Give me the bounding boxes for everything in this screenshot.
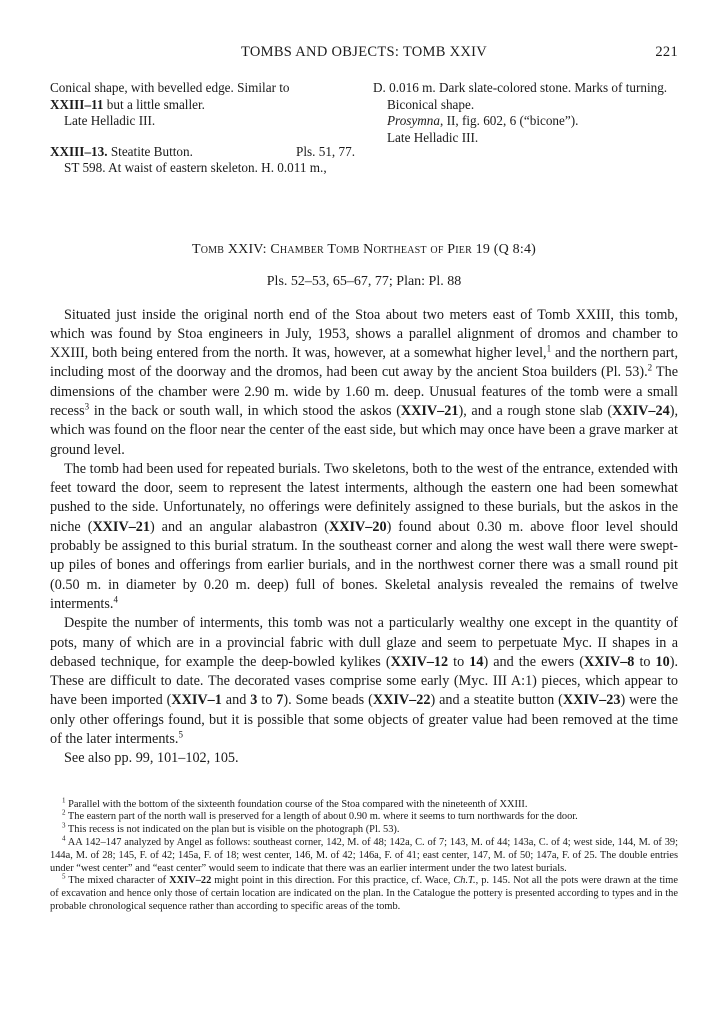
footnote: $^5$ The mixed character of XXIV–22 might point in this direction. For this practice, cf. Wace, Ch.T., p. 145. Not all the pots were drawn at the time of excavation and hence only those of certain location are indicated on the plan. In the Catalogue the pottery is presented according to types and in the probable chronological sequence rather than according to specific areas of the tomb. [50,872,678,912]
paragraph: Situated just inside the original north end of the Stoa about two meters east of Tomb XXIII, this tomb, which was found by Stoa engineers in July, 1953, shows a parallel alignment of dromos and chamber to XXIII, both being entered from the north. It was, however, at a somewhat higher level,$^1$ and the northern part, including most of the doorway and the dromos, had been cut away by the ancient Stoa builders (Pl. 53).$^2$ The dimensions of the chamber were 2.90 m. wide by 1.60 m. deep. Unusual features of the tomb were a small recess$^3$ in the back or south wall, in which stood the askos (XXIV–21), and a rough stone slab (XXIV–24), which was found on the floor near the center of the east side, but which may once have been a grave marker at ground level. [50,306,678,458]
body-text [50,306,678,769]
entry-description: ST 598. At waist of eastern skeleton. H. 0.011 m., [64,160,327,175]
right-column [373,80,678,177]
paragraph: Despite the number of interments, this tomb was not a particularly wealthy one except in the quantity of pots, many of which are in a provincial fabric with dull glaze and seem to perpetuate Myc. II shapes in a debased technique, for example the deep-bowled kylikes (XXIV–12 to 14) and the ewers (XXIV–8 to 10). These are difficult to date. The decorated vases comprise some early (Myc. III A:1) pieces, which appear to have been imported (XXIV–1 and 3 to 7). Some beads (XXIV–22) and a steatite button (XXIV–23) were the only other offerings found, but it is possible that some objects of greater value had been removed at the time of the later interments.$^5$ [50,615,678,748]
footnote: $^2$ The eastern part of the north wall is preserved for a length of about 0.90 m. where it seems to turn northwards for the door. [62,808,578,823]
entry-description-cont: D. 0.016 m. Dark slate-colored stone. Marks of turning. [373,80,668,95]
footnote: $^3$ This recess is not indicated on the plan but is visible on the photograph (Pl. 53). [62,821,400,836]
continuation-text: Conical shape, with bevelled edge. Similar to XXIII–11 but a little smaller. [50,80,290,112]
continuation-date: Late Helladic III. [64,113,156,128]
cross-reference: XXIII–11 [50,96,104,112]
section-plates: Pls. 52–53, 65–67, 77; Plan: Pl. 88 [266,273,462,289]
footnotes [50,796,678,914]
footnote: $^1$ Parallel with the bottom of the sixteenth foundation course of the Stoa compared with the nineteenth of XXIII. [62,796,528,810]
paragraph: The tomb had been used for repeated burials. Two skeletons, both to the west of the entrance, extended with feet toward the door, seem to represent the latest interments, although the eastern one had been somewhat pushed to the side. Unfortunately, no offerings were definitely assigned to these burials, but the askos in the niche (XXIV–21) and an angular alabastron (XXIV–20) found about 0.30 m. above floor level should probably be assigned to this burial stratum. In the southeast corner and along the west wall there were swept-up piles of bones and offerings from earlier burials, and in the northwest corner there was a small round pit (0.50 m. in diameter by 0.20 m. deep) full of bones. Skeletal analysis revealed the remains of twelve interments.$^4$ [50,460,678,612]
footnote: $^4$ AA 142–147 analyzed by Angel as follows: southeast corner, 142, M. of 48; 142a, C. of 7; 143, M. of 44; 143a, C. of 4; west side, 144, M. of 39; 144a, M. of 28; 145, F. of 42; 145a, F. of 18; west center, 146, M. of 42; 146a, F. of 41; east center, 147, M. of 50; 147a, F. of 25. The double entries under “west center” and “east center” would seem to indicate that there was an earlier interment under the two latest burials. [50,834,678,874]
catalogue-entry-heading [50,144,355,161]
left-column [50,80,355,177]
entry-plates: Pls. 51, 77. [296,143,355,159]
entry-date: Late Helladic III. [387,129,479,145]
entry-id: XXIII–13. [50,143,108,159]
catalogue-columns [50,80,678,177]
entry-name: Steatite Button. [107,143,193,159]
entry-shape: Biconical shape. [387,96,475,112]
page-number: 221 [655,44,678,60]
running-header [50,40,678,60]
section-title: Tomb XXIV: Chamber Tomb Northeast of Pier 19 (Q 8:4) [191,241,537,257]
paragraph: See also pp. 99, 101–102, 105. [64,750,239,767]
entry-reference: Prosymna, II, fig. 602, 6 (“bicone”). [387,113,579,128]
running-title: TOMBS AND OBJECTS: TOMB XXIV [240,44,488,60]
page [50,40,678,914]
